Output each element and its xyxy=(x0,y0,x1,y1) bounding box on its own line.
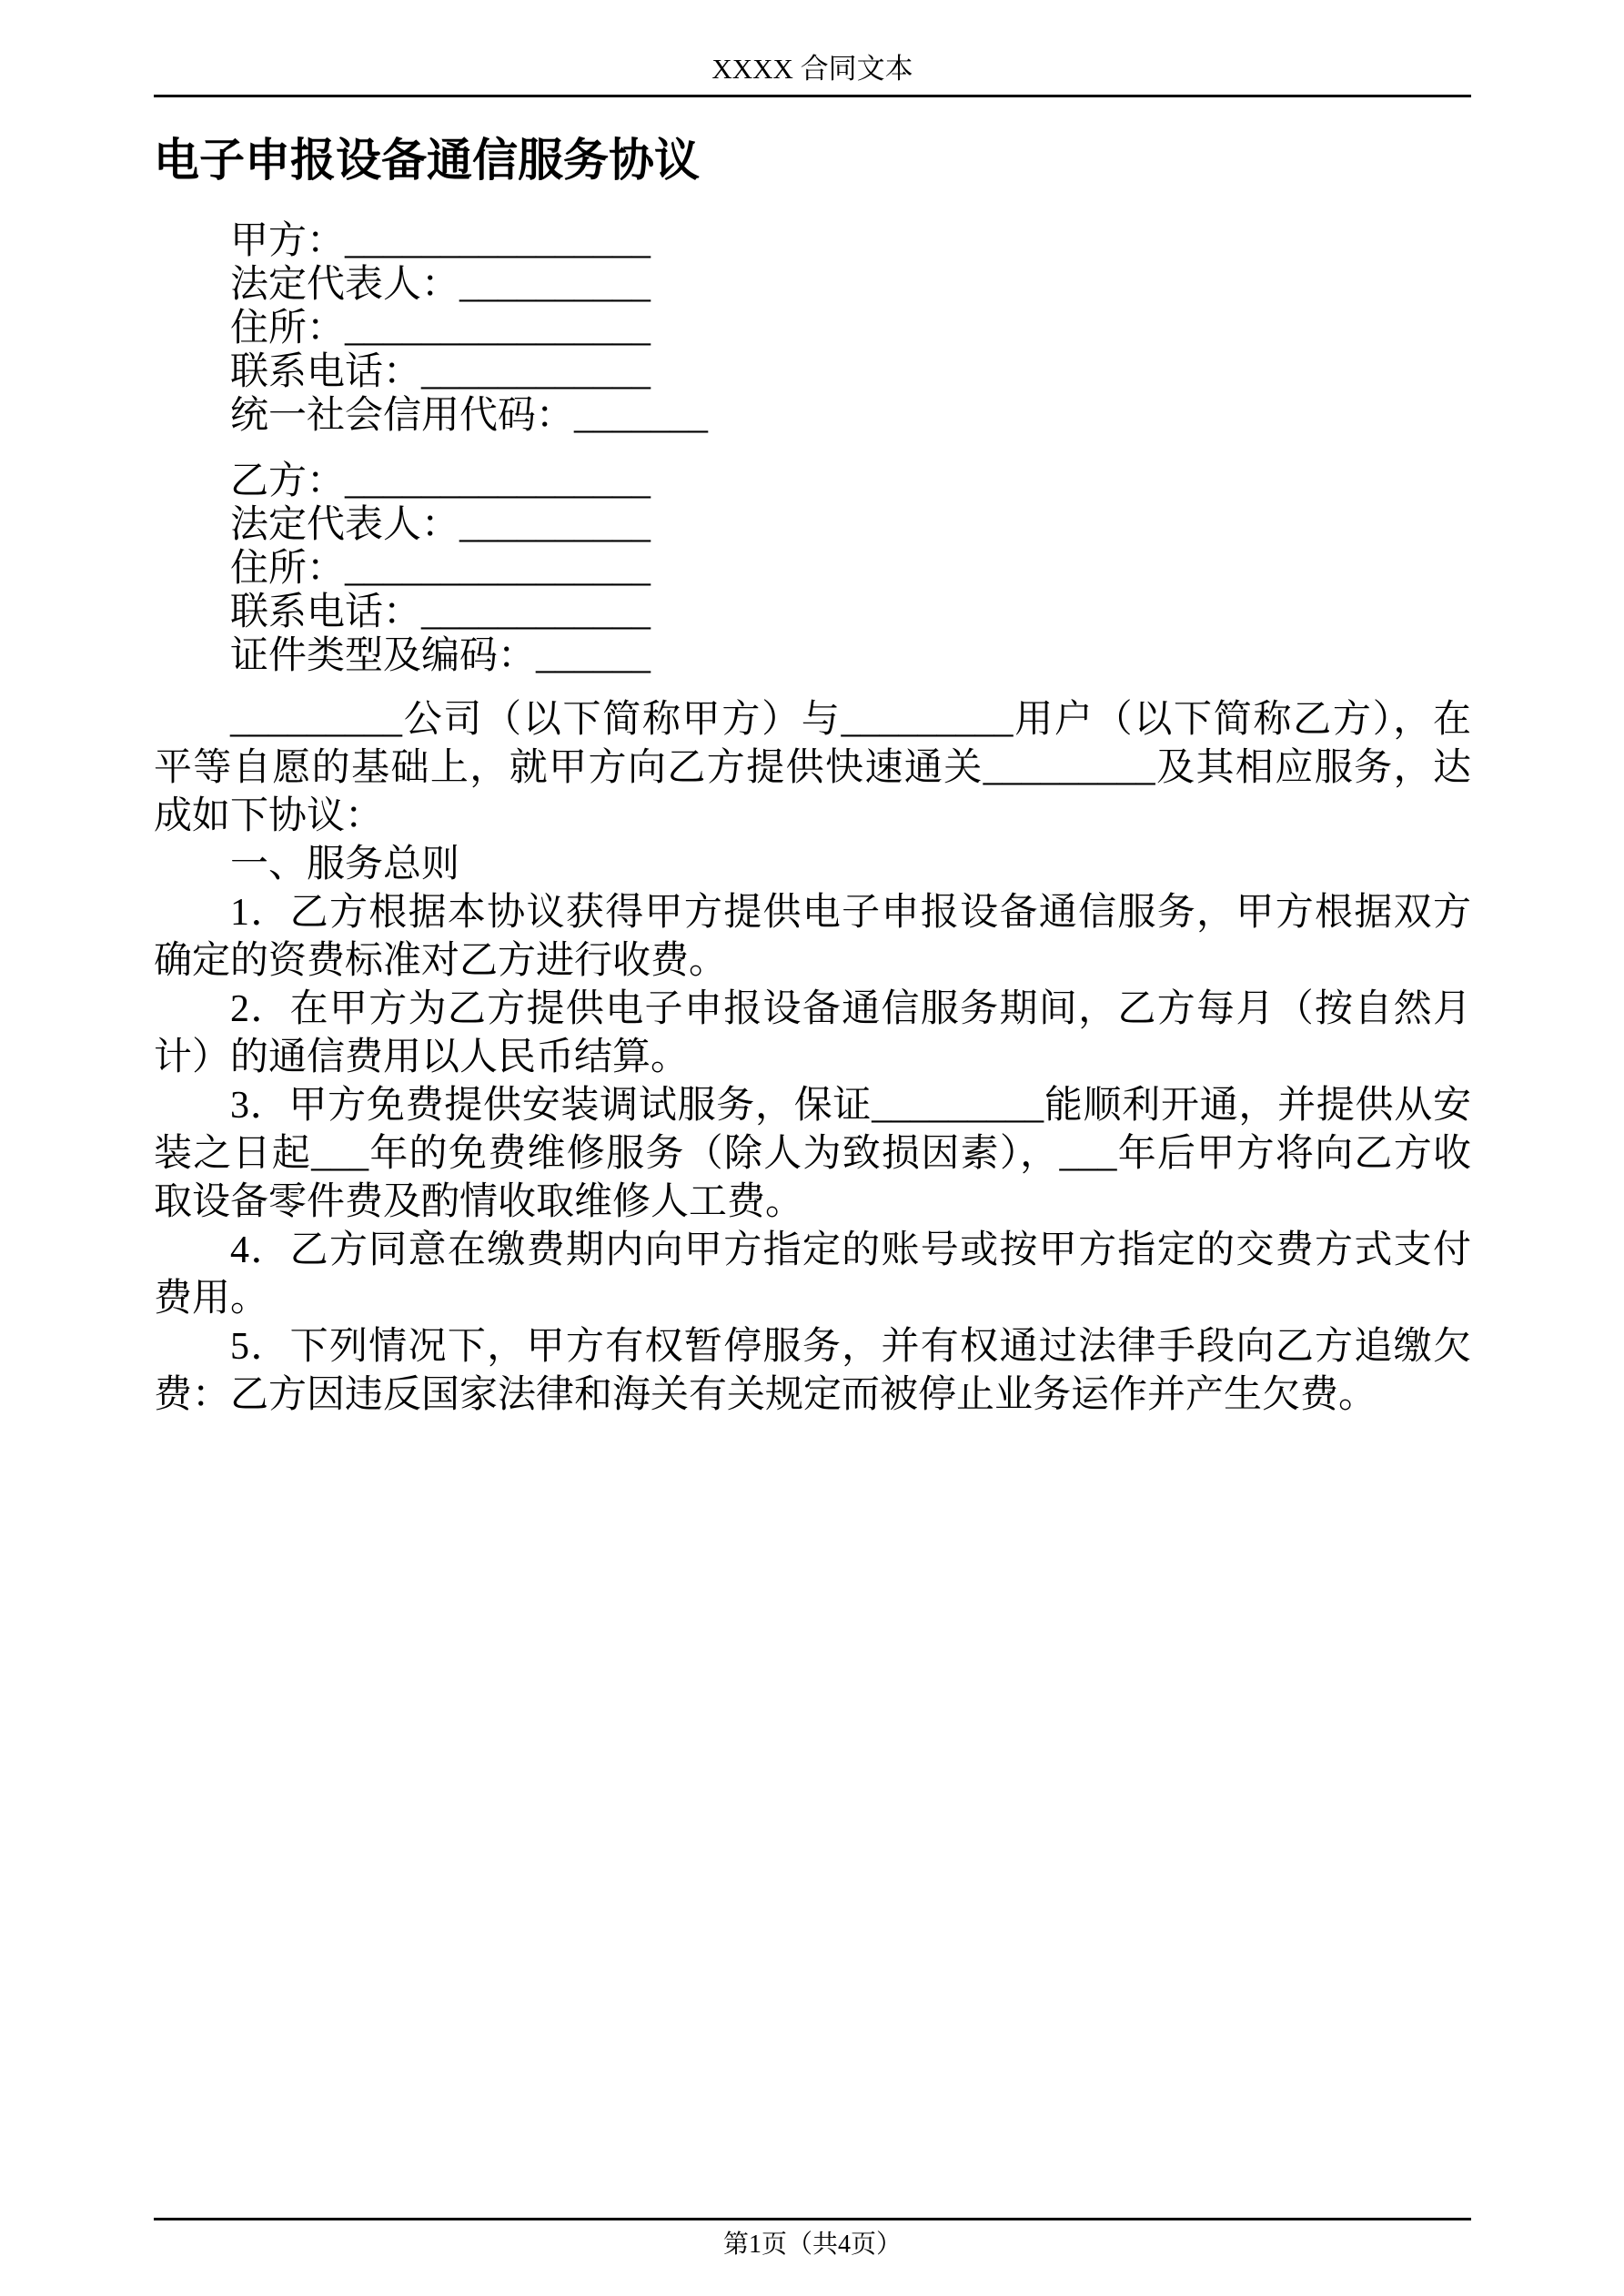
field-blank: ______ xyxy=(536,635,651,677)
page-number: 第1页（共4页） xyxy=(722,2230,902,2259)
field-blank: ________________ xyxy=(345,548,651,590)
field-blank: __________ xyxy=(459,264,651,306)
field-label: 法定代表人： xyxy=(230,264,460,306)
field-blank: ____________ xyxy=(421,351,651,393)
party-b-fields xyxy=(154,460,1471,678)
clause-1: 1．乙方根据本协议获得甲方提供电子申报设备通信服务，甲方根据双方确定的资费标准对乙方进行收费。 xyxy=(154,892,1471,982)
field-blank: ____________ xyxy=(421,592,651,633)
document-footer xyxy=(154,2218,1471,2261)
intro-paragraph: _________公司（以下简称甲方）与_________用户（以下简称乙方），在平等自愿的基础上，就甲方向乙方提供快速通关_________及其相应服务，达成如下协议： xyxy=(154,699,1471,837)
clause-4: 4．乙方同意在缴费期内向甲方指定的账号或按甲方指定的交费方式支付费用。 xyxy=(154,1229,1471,1320)
field-row-party-a-address xyxy=(154,307,1471,350)
field-row-party-a-legal-rep xyxy=(154,263,1471,307)
field-label: 联系电话： xyxy=(230,351,422,393)
contract-title: 电子申报设备通信服务协议 xyxy=(154,135,700,186)
document-body xyxy=(154,134,1471,1420)
field-row-party-b-legal-rep xyxy=(154,503,1471,547)
party-a-fields xyxy=(154,219,1471,438)
field-label: 甲方： xyxy=(230,220,346,262)
field-row-party-a-credit-code xyxy=(154,394,1471,438)
document-header xyxy=(154,0,1471,97)
section-heading: 一、服务总则 xyxy=(230,844,460,885)
field-row-party-a-phone xyxy=(154,350,1471,394)
field-label: 乙方： xyxy=(230,460,346,502)
clause-2: 2．在甲方为乙方提供电子申报设备通信服务期间，乙方每月（按自然月计）的通信费用以人民币结算。 xyxy=(154,988,1471,1078)
document-header-label: XXXX 合同文本 xyxy=(711,53,913,85)
field-blank: _______ xyxy=(574,395,709,437)
field-row-party-b-phone xyxy=(154,591,1471,634)
field-row-party-b-id-type xyxy=(154,634,1471,678)
field-label: 住所： xyxy=(230,548,346,590)
field-blank: ________________ xyxy=(345,308,651,349)
clause-5: 5．下列情况下，甲方有权暂停服务，并有权通过法律手段向乙方追缴欠费：乙方因违反国家法律和海关有关规定而被停止业务运作并产生欠费。 xyxy=(154,1326,1471,1416)
field-blank: ________________ xyxy=(345,460,651,502)
field-label: 联系电话： xyxy=(230,592,422,633)
field-row-party-b-address xyxy=(154,547,1471,591)
field-row-party-a-name xyxy=(154,219,1471,263)
field-label: 统一社会信用代码： xyxy=(230,395,575,437)
clause-3: 3．甲方免费提供安装调试服务，保证_________能顺利开通，并提供从安装之日起___年的免费维修服务（除人为致损因素），___年后甲方将向乙方收取设备零件费及酌情收取维修人工费。 xyxy=(154,1085,1471,1223)
field-label: 证件类型及编码： xyxy=(230,635,537,677)
field-row-party-b-name xyxy=(154,460,1471,503)
field-label: 住所： xyxy=(230,308,346,349)
field-label: 法定代表人： xyxy=(230,504,460,546)
field-blank: ________________ xyxy=(345,220,651,262)
field-blank: __________ xyxy=(459,504,651,546)
